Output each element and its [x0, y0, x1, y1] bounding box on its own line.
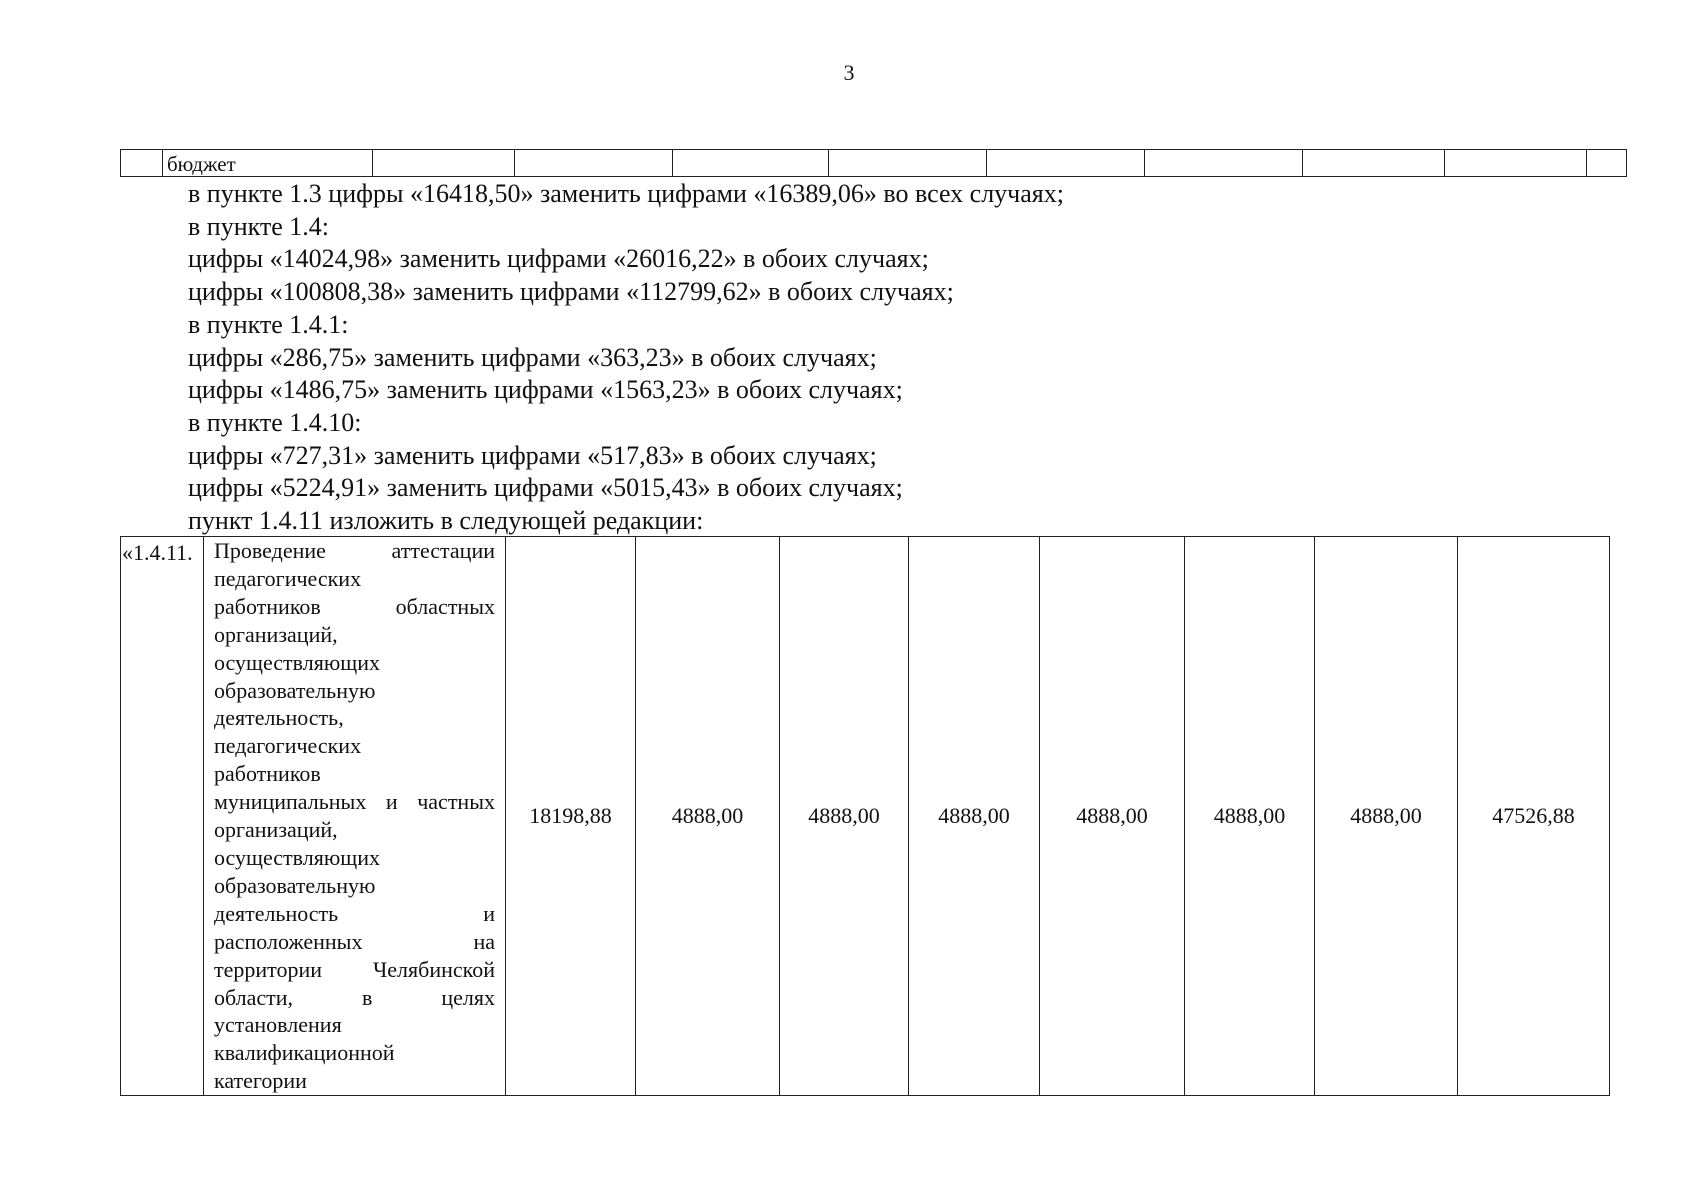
- value-cell: 4888,00: [909, 537, 1040, 1096]
- table-cell: [673, 150, 829, 177]
- table-cell: [829, 150, 987, 177]
- budget-table-fragment: [120, 149, 1627, 177]
- amendment-line: цифры «727,31» заменить цифрами «517,83» в обоих случаях;: [188, 440, 877, 470]
- value-cell: 18198,88: [506, 537, 636, 1096]
- value-cell: 4888,00: [1185, 537, 1315, 1096]
- description-line: осуществляющих: [214, 844, 380, 870]
- description-line: установления: [214, 1012, 342, 1038]
- amendment-line: в пункте 1.4.10:: [188, 407, 362, 437]
- value-cell: 4888,00: [636, 537, 780, 1096]
- value-cell: 4888,00: [780, 537, 909, 1096]
- description-line: педагогических: [214, 733, 362, 759]
- amendment-line: цифры «5224,91» заменить цифрами «5015,43» в обоих случаях;: [188, 473, 903, 503]
- value-cell: 4888,00: [1315, 537, 1458, 1096]
- description-line: организаций,: [214, 817, 338, 843]
- page-number: 3: [843, 60, 855, 85]
- item-description-cell: [204, 537, 506, 1096]
- description-line: расположенных на: [214, 928, 495, 954]
- description-line: деятельность,: [214, 705, 344, 731]
- amendment-line: пункт 1.4.11 изложить в следующей редакции:: [188, 506, 704, 536]
- table-row: [121, 537, 1610, 1096]
- description-line: области, в целях: [214, 984, 495, 1010]
- table-cell: [1303, 150, 1445, 177]
- table-row: [121, 150, 1627, 177]
- table-cell-source: бюджет: [163, 150, 373, 177]
- description-line: образовательную: [214, 677, 376, 703]
- table-cell: [1587, 150, 1627, 177]
- description-line: организаций,: [214, 621, 338, 647]
- description-line: муниципальных и частных: [214, 789, 495, 815]
- item-1-4-11-table: [120, 536, 1610, 1096]
- value-cell: 4888,00: [1040, 537, 1185, 1096]
- description-line: квалификационной: [214, 1040, 395, 1066]
- total-value-cell: 47526,88: [1458, 537, 1610, 1096]
- description-line: педагогических: [214, 565, 362, 591]
- table-cell: [515, 150, 673, 177]
- amendment-line: цифры «1486,75» заменить цифрами «1563,23» в обоих случаях;: [188, 375, 903, 405]
- table-cell: [1145, 150, 1303, 177]
- table-cell: [987, 150, 1145, 177]
- table-cell: [121, 150, 163, 177]
- description-line: работников областных: [214, 593, 495, 619]
- description-line: территории Челябинской: [214, 956, 495, 982]
- description-line: категории: [214, 1068, 307, 1094]
- table-cell: [1445, 150, 1587, 177]
- amendments-text: [188, 178, 1488, 538]
- amendment-line: цифры «14024,98» заменить цифрами «26016,22» в обоих случаях;: [188, 244, 929, 274]
- description-line: образовательную: [214, 872, 376, 898]
- amendment-line: в пункте 1.3 цифры «16418,50» заменить цифрами «16389,06» во всех случаях;: [188, 179, 1064, 208]
- amendment-line: цифры «100808,38» заменить цифрами «112799,62» в обоих случаях;: [188, 277, 954, 307]
- amendment-line: цифры «286,75» заменить цифрами «363,23» в обоих случаях;: [188, 342, 877, 372]
- amendment-line: в пункте 1.4:: [188, 211, 330, 241]
- description-line: осуществляющих: [214, 649, 380, 675]
- table-cell: [373, 150, 515, 177]
- description-line: деятельность и: [214, 900, 495, 926]
- amendment-line: в пункте 1.4.1:: [188, 309, 349, 339]
- item-number-cell: «1.4.11.: [121, 537, 204, 1096]
- description-line: работников: [214, 761, 321, 787]
- description-line: Проведение аттестации: [214, 538, 495, 563]
